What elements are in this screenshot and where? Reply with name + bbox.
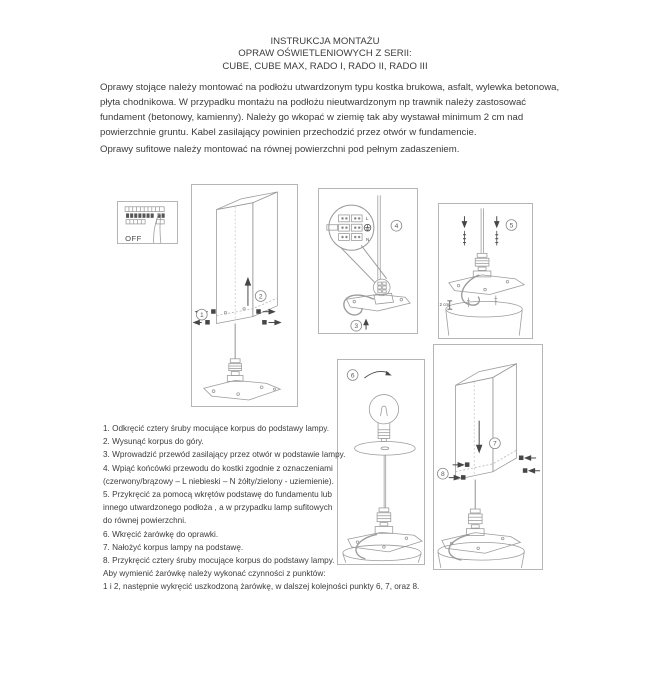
title-line-2: OPRAW OŚWIETLENIOWYCH Z SERII: [238, 48, 412, 60]
step-marker-1 [196, 309, 207, 320]
instruction-line: (czerwony/brązowy – L niebieski – N żółty/zielony - uziemienie). [103, 476, 334, 486]
svg-text:2: 2 [258, 293, 263, 301]
instruction-line: 1. Odkręcić cztery śruby mocujące korpus do podstawy lampy. [103, 424, 330, 433]
breaker-off-label: OFF [125, 234, 142, 243]
rotate-arrow-icon [364, 371, 391, 378]
step-marker-2 [255, 291, 266, 302]
remove-body-drawing [192, 185, 297, 406]
diagram-panel-remove-body [191, 184, 298, 407]
down-arrow-icon [477, 421, 482, 452]
instruction-line: 8. Przykręcić cztery śruby mocujące korpus do podstawy lampy. [103, 556, 335, 566]
intro-line: płyta chodnikowa. W przypadku montażu na podłożu nieutwardzonym np trawnik należy zastosować [100, 97, 527, 109]
diagram-panel-base-mounting [438, 203, 533, 339]
instruction-line: 5. Przykręcić za pomocą wkrętów podstawę do fundamentu lub [103, 490, 332, 500]
terminal-block [327, 215, 362, 240]
svg-text:2 cm: 2 cm [439, 302, 450, 308]
page-title [0, 36, 650, 73]
step-marker-3 [351, 320, 362, 331]
intro-paragraph-1 [100, 80, 559, 140]
pointing-hand-icon [154, 214, 161, 243]
terminal-neutral-label: N [366, 236, 370, 242]
svg-text:7: 7 [493, 440, 497, 448]
terminal-live-label: L [366, 215, 369, 221]
instruction-line: 4. Wpiąć końcówki przewodu do kostki zgodnie z oznaczeniami [103, 463, 333, 473]
diagram-panel-wiring [318, 188, 418, 334]
instruction-list [103, 422, 419, 594]
svg-text:1: 1 [199, 311, 204, 319]
up-arrow-icon [245, 278, 250, 305]
instruction-line: do równej powierzchni. [103, 516, 187, 526]
svg-text:8: 8 [440, 471, 445, 479]
title-line-1: INSTRUKCJA MONTAŻU [270, 36, 380, 47]
earth-ground-icon [364, 224, 371, 231]
diagram-panel-refit-body [433, 344, 543, 570]
instruction-line: Aby wymienić żarówkę należy wykonać czynności z punktów: [103, 569, 326, 579]
intro-line: fundament (betonowy, kamienny). Należy go wkopać w ziemię tak aby wystawał minimum 2 cm nad [100, 112, 524, 124]
wiring-drawing [319, 189, 417, 333]
instruction-line: 7. Nałożyć korpus lampy na podstawę. [103, 542, 244, 552]
step-marker-8 [437, 468, 448, 479]
step-marker-6 [347, 370, 358, 381]
up-arrow-icon [364, 320, 368, 330]
step-marker-7 [489, 438, 500, 449]
base-mounting-drawing [439, 204, 532, 338]
breaker-off-drawing [118, 202, 177, 243]
step-marker-4 [391, 220, 402, 231]
svg-text:6: 6 [350, 372, 355, 380]
svg-text:4: 4 [394, 223, 399, 231]
svg-text:3: 3 [354, 323, 359, 331]
title-line-3: CUBE, CUBE MAX, RADO I, RADO II, RADO III [222, 60, 428, 72]
diagram-breaker-off-panel [117, 201, 178, 244]
instruction-line: innego utwardzonego podłoża , a w przypadku lamp sufitowych [103, 503, 333, 513]
intro-line: powierzchnie gruntu. Kabel zasilający powinien przechodzić przez otwór w fundamencie. [100, 127, 477, 139]
svg-text:5: 5 [509, 222, 514, 230]
screw-in-arrows [449, 456, 540, 480]
intro-paragraph-2: Oprawy sufitowe należy montować na równej powierzchni pod pełnym zadaszeniem. [100, 144, 460, 155]
step-marker-5 [506, 220, 517, 231]
refit-body-drawing [434, 345, 542, 569]
instruction-line: 1 i 2, następnie wykręcić uszkodzoną żarówkę, w dalszej kolejności punkty 6, 7, oraz 8. [103, 582, 420, 592]
instruction-line: 2. Wysunąć korpus do góry. [103, 437, 204, 447]
instruction-line: 3. Wprowadzić przewód zasilający przez otwór w podstawie lampy. [103, 450, 346, 460]
screw-down-arrows [462, 216, 499, 245]
instruction-line: 6. Wkręcić żarówkę do oprawki. [103, 529, 219, 539]
intro-line: Oprawy stojące należy montować na podłożu utwardzonym typu kostka brukowa, asfalt, wylewka betonowa, [100, 82, 560, 93]
